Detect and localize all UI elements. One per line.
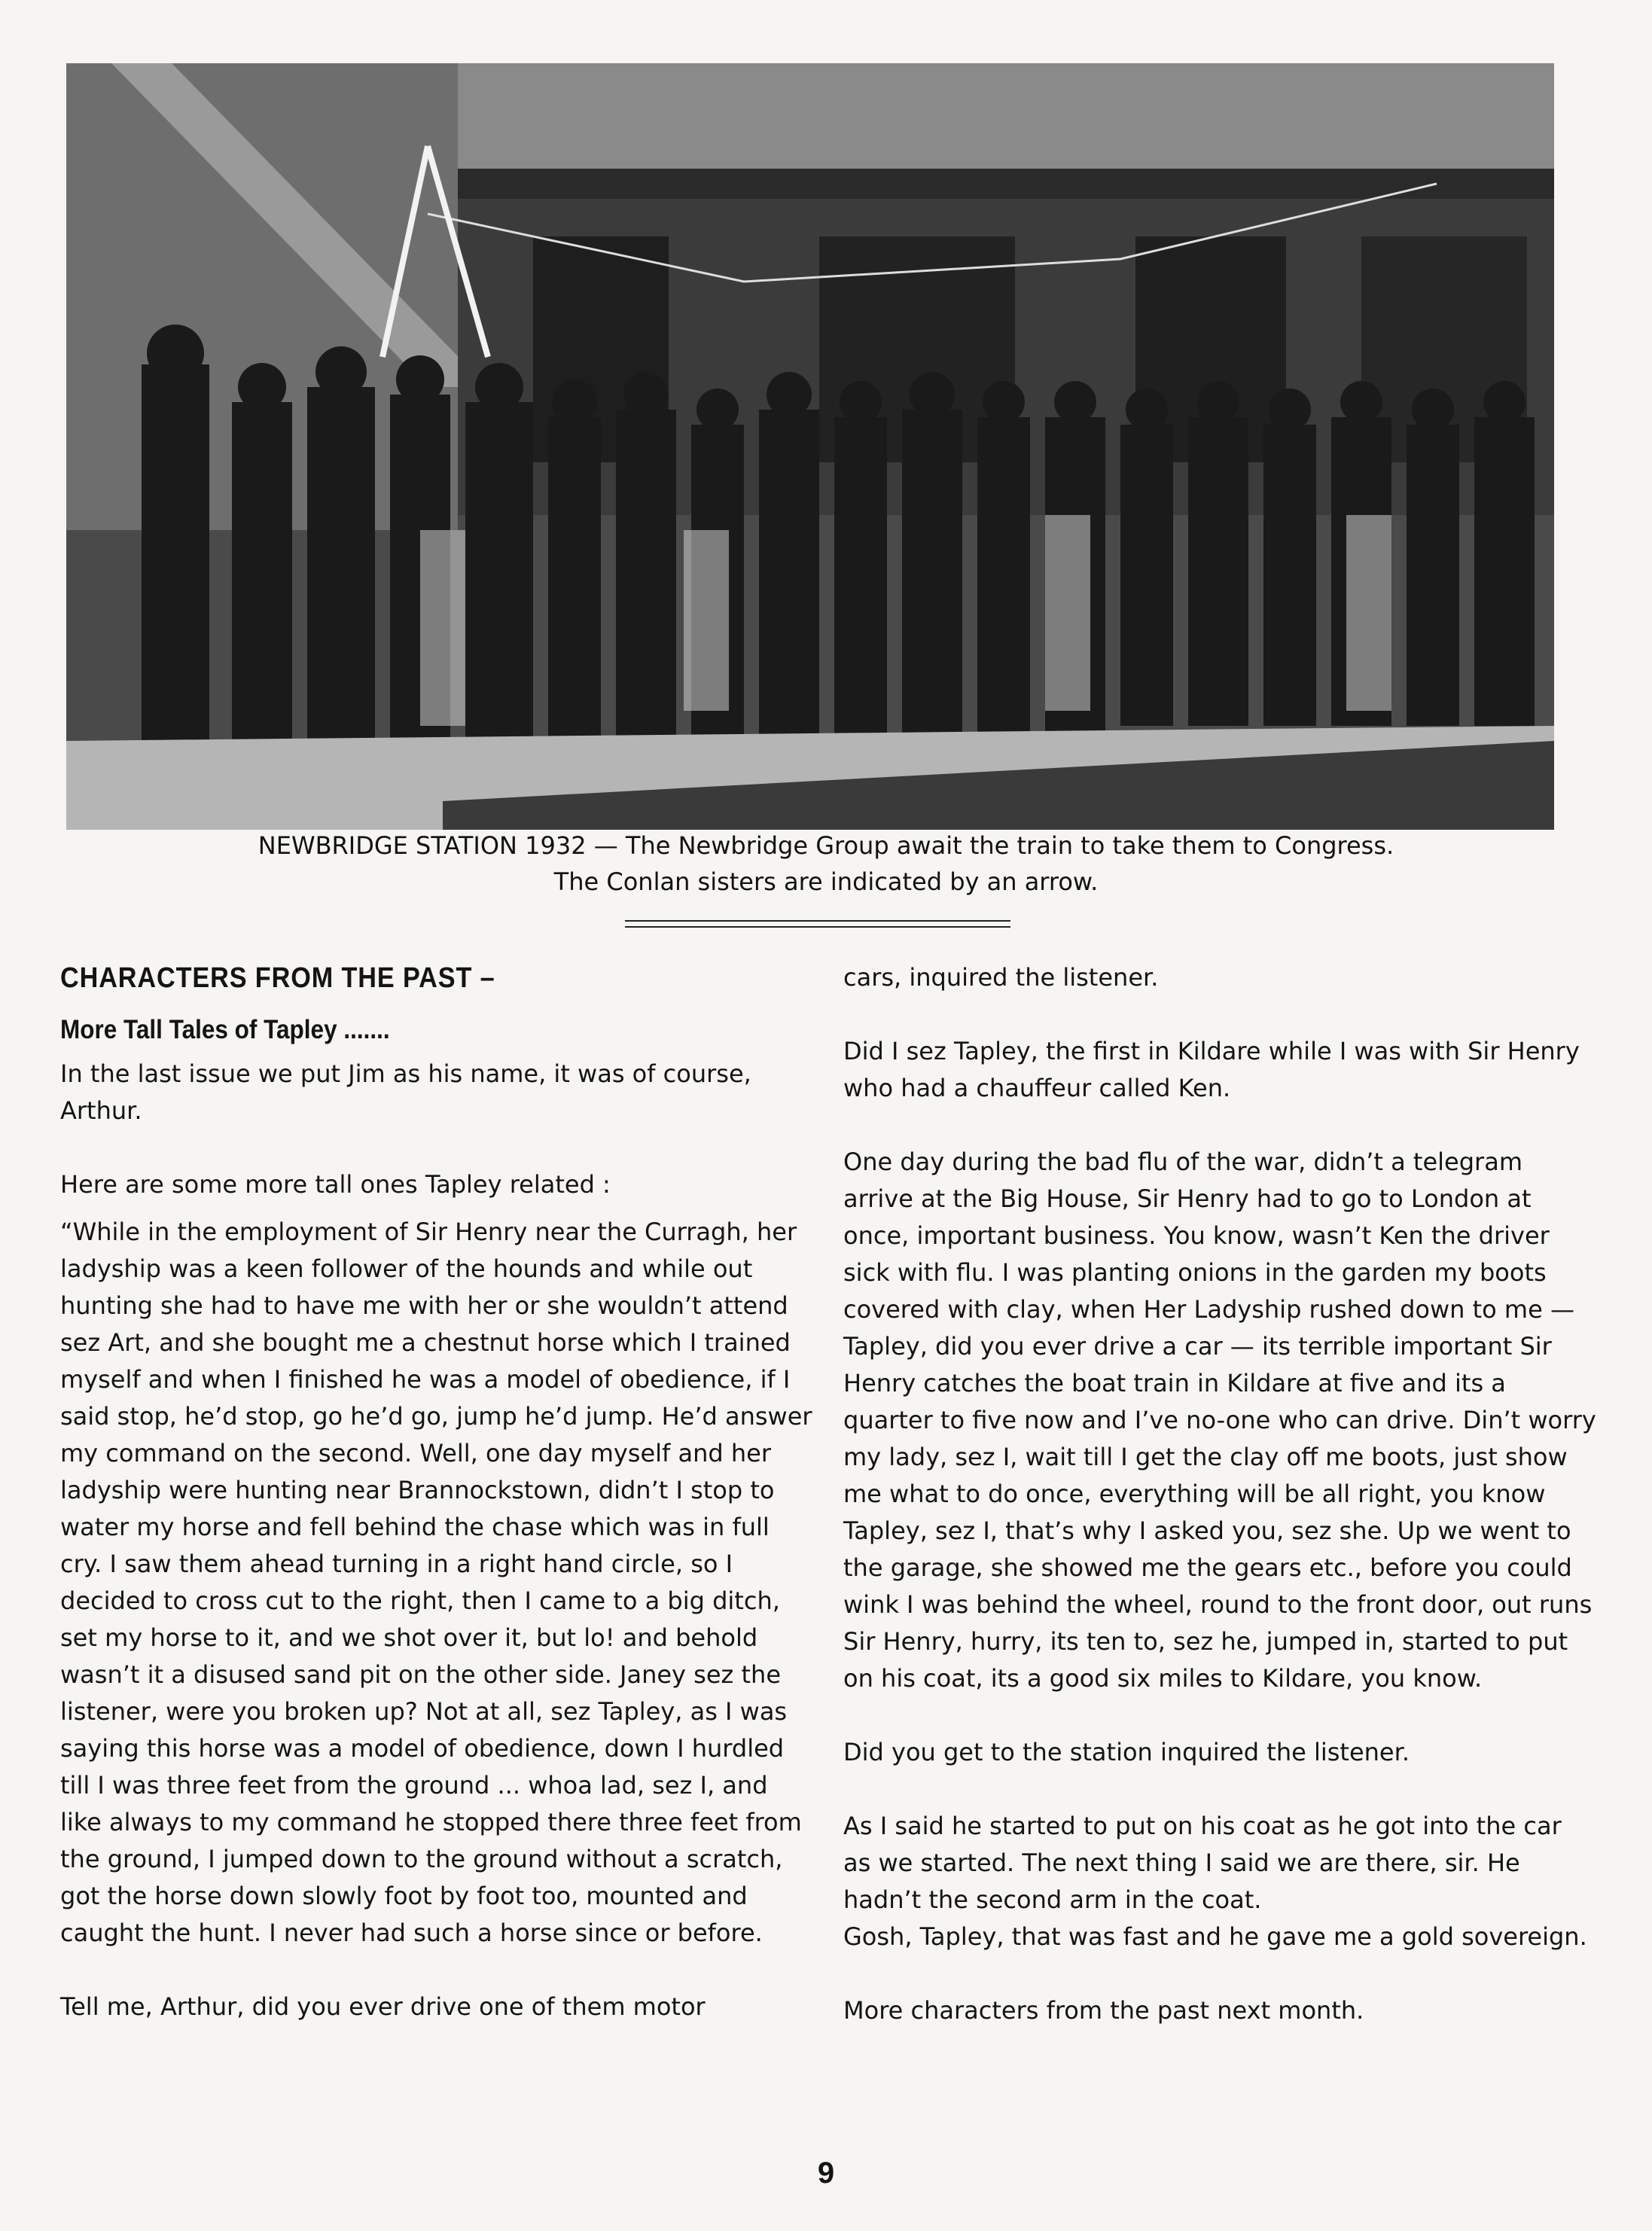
article-paragraph: Did I sez Tapley, the first in Kildare while I was with Sir Henry who had a chauffeur called Ken.: [843, 1037, 1580, 1102]
divider-rule-bottom: [625, 926, 1010, 928]
article-paragraph: Tell me, Arthur, did you ever drive one of them motor: [60, 1992, 706, 2021]
article-paragraph: Did you get to the station inquired the listener.: [843, 1738, 1410, 1766]
article-paragraph: In the last issue we put Jim as his name, it was of course, Arthur.: [60, 1059, 751, 1125]
group-photo-image: [66, 63, 1554, 830]
divider-rule-top: [625, 920, 1010, 922]
page-number: 9: [817, 2156, 835, 2190]
article-paragraph: As I said he started to put on his coat as he got into the car as we started. The next thing I said we are there, sir. He hadn’t the second arm in the coat.: [843, 1812, 1562, 1914]
paragraph-gap: [843, 1107, 1596, 1144]
paragraph-gap: [60, 1203, 813, 1214]
article-right-column: [843, 959, 1596, 2029]
paragraph-gap: [60, 1129, 813, 1166]
station-group-photo: [66, 63, 1554, 830]
article-paragraph: One day during the bad flu of the war, didn’t a telegram arrive at the Big House, Sir Henry had to go to London at once, important business. You know, wasn’t Ken the driver sick with flu. I was planting onions in the garden my boots covered with clay, when Her Ladyship rushed down to me — Tapley, did you ever drive a car — its terrible important Sir Henry catches the boat train in Kildare at five and its a quarter to five now and I’ve no-one who can drive. Din’t worry my lady, sez I, wait till I get the clay off me boots, just show me what to do once, everything will be all right, you know Tapley, sez I, that’s why I asked you, sez she. Up we went to the garage, she showed me the gears etc., before you could wink I was behind the wheel, round to the front door, out runs Sir Henry, hurry, its ten to, sez he, jumped in, started to put on his coat, its a good six miles to Kildare, you know.: [843, 1148, 1596, 1693]
article-paragraph: “While in the employment of Sir Henry near the Curragh, her ladyship was a keen follower of the hounds and while out hunting she had to have me with her or she wouldn’t attend sez Art, and she bought me a chestnut horse which I trained myself and when I finished he was a model of obedience, if I said stop, he’d stop, go he’d go, jump he’d jump. He’d answer my command on the second. Well, one day myself and her ladyship were hunting near Brannockstown, didn’t I stop to water my horse and fell behind the chase which was in full cry. I saw them ahead turning in a right hand circle, so I decided to cross cut to the right, then I came to a big ditch, set my horse to it, and we shot over it, but lo! and behold wasn’t it a disused sand pit on the other side. Janey sez the listener, were you broken up? Not at all, sez Tapley, as I was saying this horse was a model of obedience, down I hurdled till I was three feet from the ground ... whoa lad, sez I, and like always to my command he stopped there three feet from the ground, I jumped down to the ground without a scratch, got the horse down slowly foot by foot too, mounted and caught the hunt. I never had such a horse since or before.: [60, 1218, 812, 1947]
paragraph-gap: [843, 1697, 1596, 1734]
paragraph-gap: [60, 1952, 813, 1989]
article-paragraph: cars, inquired the listener.: [843, 963, 1159, 992]
article-paragraph: Gosh, Tapley, that was fast and he gave me a gold sovereign.: [843, 1922, 1587, 1951]
paragraph-gap: [843, 1955, 1596, 1992]
paragraph-gap: [843, 996, 1596, 1033]
article-paragraph: More characters from the past next month.: [843, 1996, 1364, 2025]
article-left-column: [60, 959, 813, 2025]
photo-caption-line-2: The Conlan sisters are indicated by an arrow.: [553, 867, 1099, 896]
article-paragraph: Here are some more tall ones Tapley related :: [60, 1170, 611, 1199]
article-heading: CHARACTERS FROM THE PAST –: [60, 962, 495, 994]
photo-caption-line-1: NEWBRIDGE STATION 1932 — The Newbridge Group await the train to take them to Congress.: [258, 831, 1394, 860]
article-subheading: More Tall Tales of Tapley .......: [60, 1015, 390, 1044]
paragraph-gap: [843, 1771, 1596, 1808]
